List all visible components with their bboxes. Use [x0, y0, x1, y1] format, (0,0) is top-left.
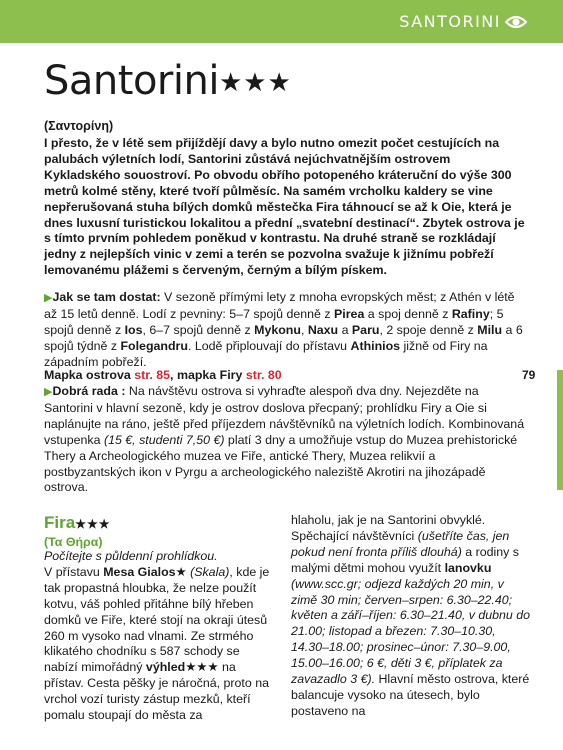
eye-icon [505, 14, 527, 30]
text-run: . Lodě připlouvají do přístavu [187, 338, 351, 353]
place-paros: Paru [351, 322, 380, 337]
section-label: SANTORINI [399, 12, 501, 31]
page-title [44, 58, 292, 104]
page-number: 79 [522, 368, 536, 382]
text-run: V přístavu [44, 564, 104, 579]
place-folegandros: Folegandru [120, 338, 188, 353]
fira-title-text: Fira [44, 513, 76, 532]
text-run: hlaholu, jak je na Santorini obvyklé. Spěchající návštěvníci [291, 513, 486, 543]
text-run: , [170, 368, 177, 382]
map-references [44, 368, 530, 384]
tip-paragraph [44, 384, 530, 496]
title-stars: ★★★ [218, 68, 292, 98]
fira-map-label: mapka Firy [176, 368, 246, 382]
text-run: , [300, 322, 308, 337]
highlight-lanovka: lanovku [444, 560, 492, 575]
ticket-price: (15 €, studenti 7,50 €) [103, 432, 225, 447]
place-mykonos: Mykonu [254, 322, 301, 337]
fira-heading [44, 513, 272, 533]
place-milos: Milu [477, 322, 503, 337]
star-rating: ★★★ [185, 660, 219, 675]
text-run: a spoj denně z [364, 306, 452, 321]
section-header-bar [0, 0, 563, 43]
text-run: , 2 spoje denně z [379, 322, 478, 337]
getting-there-paragraph [44, 290, 530, 371]
fira-greek-name: (Τα Θήρα) [44, 535, 103, 549]
text-run: Na návštěvu ostrova si vyhraďte alespoň dva dny. Nejezděte na Santorini v hlavní sezoně, kdy je ostrov doslova přecpaný; prohlídku Firy a Oie si naplánujte na ráno, ještě před příjezdem návštěvníků na výletních lodích. Kombinovaná vstupenka [44, 384, 525, 447]
text-run: a rodiny s malými dětmi mohou využít [291, 544, 519, 575]
title-text: Santorini [44, 58, 219, 104]
place-skala: (Skala) [186, 564, 230, 579]
greek-name: (Σαντορίνη) [44, 119, 114, 133]
fira-right-column [291, 513, 531, 720]
place-naxos: Naxu [307, 322, 339, 337]
getting-there-label: Jak se tam dostat: [52, 290, 161, 304]
queue-note: (ušetříte čas, jen pokud není fronta příliš dlouhá) [291, 528, 510, 559]
triangle-bullet-icon: ▶ [44, 386, 53, 398]
place-rafiny: Rafiny [451, 306, 490, 321]
place-ios: Ios [124, 322, 143, 337]
intro-paragraph: I přesto, že v létě sem přijíždějí davy a bylo nutno omezit počet cestujících na palubách výletních lodí, Santorini zůstává nejúchvatnějším ostrovem Kykladského souostroví. Po obvodu obřího potopeného kráteruční do výše 300 metrů kolmé stěny, které tvoří půlměsíc. Na samém vrcholku kaldery se vine nepřerušovaná stuha bílých domků městečka Fira táhnoucí se až k Oie, která je dnes luxusní turistickou lokalitou a přední „svatební destinací“. Zbytek ostrova je s tímto prvním pohledem poněkud v kontrastu. Na druhé straně se rozkládají jedny z nejlepších vinic v zemi a terén se pozvolna svažuje k jižnímu pobřeží lemovanému plážemi s červeným, černým a bílým pískem. [44, 136, 525, 278]
fira-stars: ★★★ [75, 517, 111, 531]
text-run: Hlavní město ostrova, které balancuje vysoko na útesech, bylo postaveno na [291, 672, 530, 718]
text-run: a 6 spojů týdně z [44, 322, 523, 353]
text-run: na přístav. Cesta pěšky je náročná, proto na vrchol vozí turisty zástup mezků, kteří pomalu stoupají do města za [44, 660, 269, 723]
star-rating: ★ [175, 564, 187, 579]
page-edge-tab [557, 370, 563, 490]
fira-duration-note: Počítejte s půldenní prohlídkou. [44, 549, 218, 563]
cable-car-schedule: (www.scc.gr; odjezd každých 20 min, v zimě 30 min; červen–srpen: 6.30–22.40; květen a září–říjen: 6.30–21.40, v dubnu do 21.00; listopad a březen: 7.30–10.30, 14.30–18.00; prosinec–únor: 7.30–9.00, 15.00–16.00; 6 €, děti 3 €, příplatek za zavazadlo 3 €). [291, 576, 531, 687]
highlight-vyhled: výhled [145, 660, 186, 675]
tip-label: Dobrá rada : [52, 384, 126, 398]
place-pirea: Pirea [334, 306, 365, 321]
text-run: V sezoně přímými lety z mnoha evropských měst; z Athén v létě až 15 letů denně. Lodí z pevniny: 5–7 spojů denně z [44, 290, 515, 321]
place-athinios: Athinios [350, 338, 401, 353]
text-run: a [338, 322, 352, 337]
text-run: platí 3 dny a umožňuje vstup do Muzea prehistorické Thery a Archeologického muzea ve Fiře, antické Thery, Muzea relikvií a postbyzantských ikon v Pyrgu a archeologického naleziště Akrotiri na jihozápadě ostrova. [44, 432, 518, 495]
fira-right-text [291, 513, 531, 720]
triangle-bullet-icon: ▶ [44, 292, 53, 304]
fira-left-text [44, 565, 272, 724]
island-map-label: Mapka ostrova [44, 368, 135, 382]
fira-map-page-link[interactable]: str. 80 [245, 368, 282, 382]
island-map-page-link[interactable]: str. 85 [134, 368, 171, 382]
text-run: , 6–7 spojů denně z [142, 322, 255, 337]
text-run: ; 5 spojů denně z [44, 306, 504, 337]
place-mesa-gialos: Mesa Gialos [103, 564, 176, 579]
text-run: jižně od Firy na západním pobřeží. [44, 338, 488, 369]
text-run: , kde je tak propastná hloubka, že nelze použít kotvu, váš pohled přitáhne bílý hřeben domků ve Fiře, které stojí na okraji útesů 260 m vysoko nad vlnami. Ze strmého klikatého chodníku s 587 schody se nabízí mimořádný [44, 564, 270, 675]
fira-left-column [44, 513, 272, 724]
